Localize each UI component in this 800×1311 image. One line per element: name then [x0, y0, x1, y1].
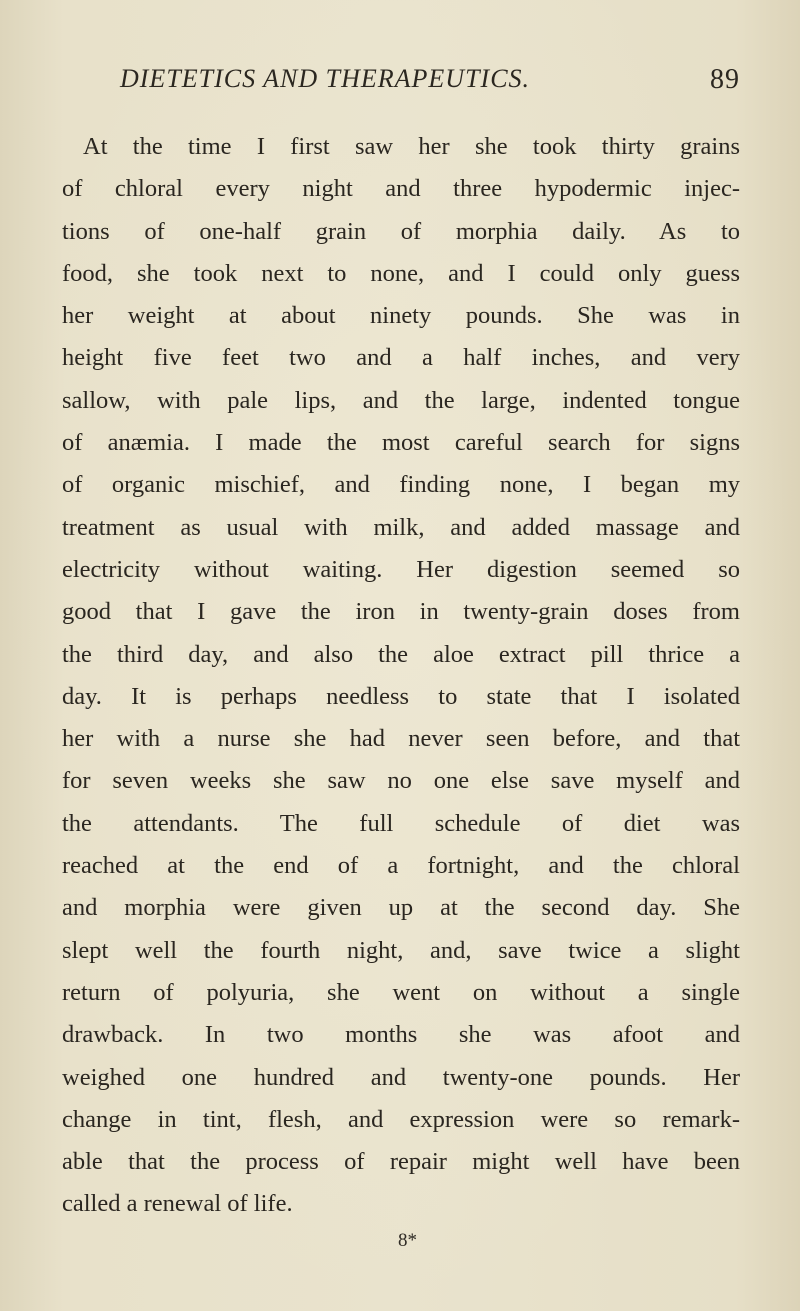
text-line: slept well the fourth night, and, save twice a slight	[62, 936, 740, 964]
text-line: weighed one hundred and twenty-one pounds. Her	[62, 1063, 740, 1091]
body-paragraph	[62, 126, 740, 1226]
text-line: of anæmia. I made the most careful search for signs	[62, 429, 740, 457]
text-line: and morphia were given up at the second day. She	[62, 894, 740, 922]
text-line: At the time I first saw her she took thirty grains	[83, 133, 740, 160]
text-line: electricity without waiting. Her digestion seemed so	[62, 555, 740, 583]
text-line: her weight at about ninety pounds. She was in	[62, 302, 740, 330]
page-number: 89	[710, 64, 740, 95]
text-line: called a renewal of life.	[62, 1190, 293, 1218]
text-line: day. It is perhaps needless to state that I isolated	[62, 682, 740, 710]
text-line: reached at the end of a fortnight, and the chloral	[62, 852, 740, 880]
signature-mark: 8*	[398, 1230, 417, 1251]
text-line: good that I gave the iron in twenty-grain doses from	[62, 598, 740, 626]
running-head	[90, 64, 740, 104]
text-line: change in tint, flesh, and expression were so remark-	[62, 1105, 740, 1133]
text-line: of organic mischief, and finding none, I began my	[62, 471, 740, 499]
text-line: her with a nurse she had never seen before, and that	[62, 725, 740, 753]
text-line: of chloral every night and three hypodermic injec-	[62, 175, 740, 203]
running-title: DIETETICS AND THERAPEUTICS.	[120, 64, 531, 93]
text-line: the attendants. The full schedule of diet was	[62, 809, 740, 837]
text-line: tions of one-half grain of morphia daily. As to	[62, 217, 740, 245]
text-line: food, she took next to none, and I could only guess	[62, 259, 740, 287]
text-line: for seven weeks she saw no one else save myself and	[62, 767, 740, 795]
text-line: return of polyuria, she went on without a single	[62, 978, 740, 1006]
text-line: sallow, with pale lips, and the large, indented tongue	[62, 386, 740, 414]
text-line: the third day, and also the aloe extract pill thrice a	[62, 640, 740, 668]
text-line: treatment as usual with milk, and added massage and	[62, 513, 740, 541]
text-line: height five feet two and a half inches, and very	[62, 344, 740, 372]
text-line: able that the process of repair might well have been	[62, 1148, 740, 1176]
text-line: drawback. In two months she was afoot and	[62, 1021, 740, 1049]
